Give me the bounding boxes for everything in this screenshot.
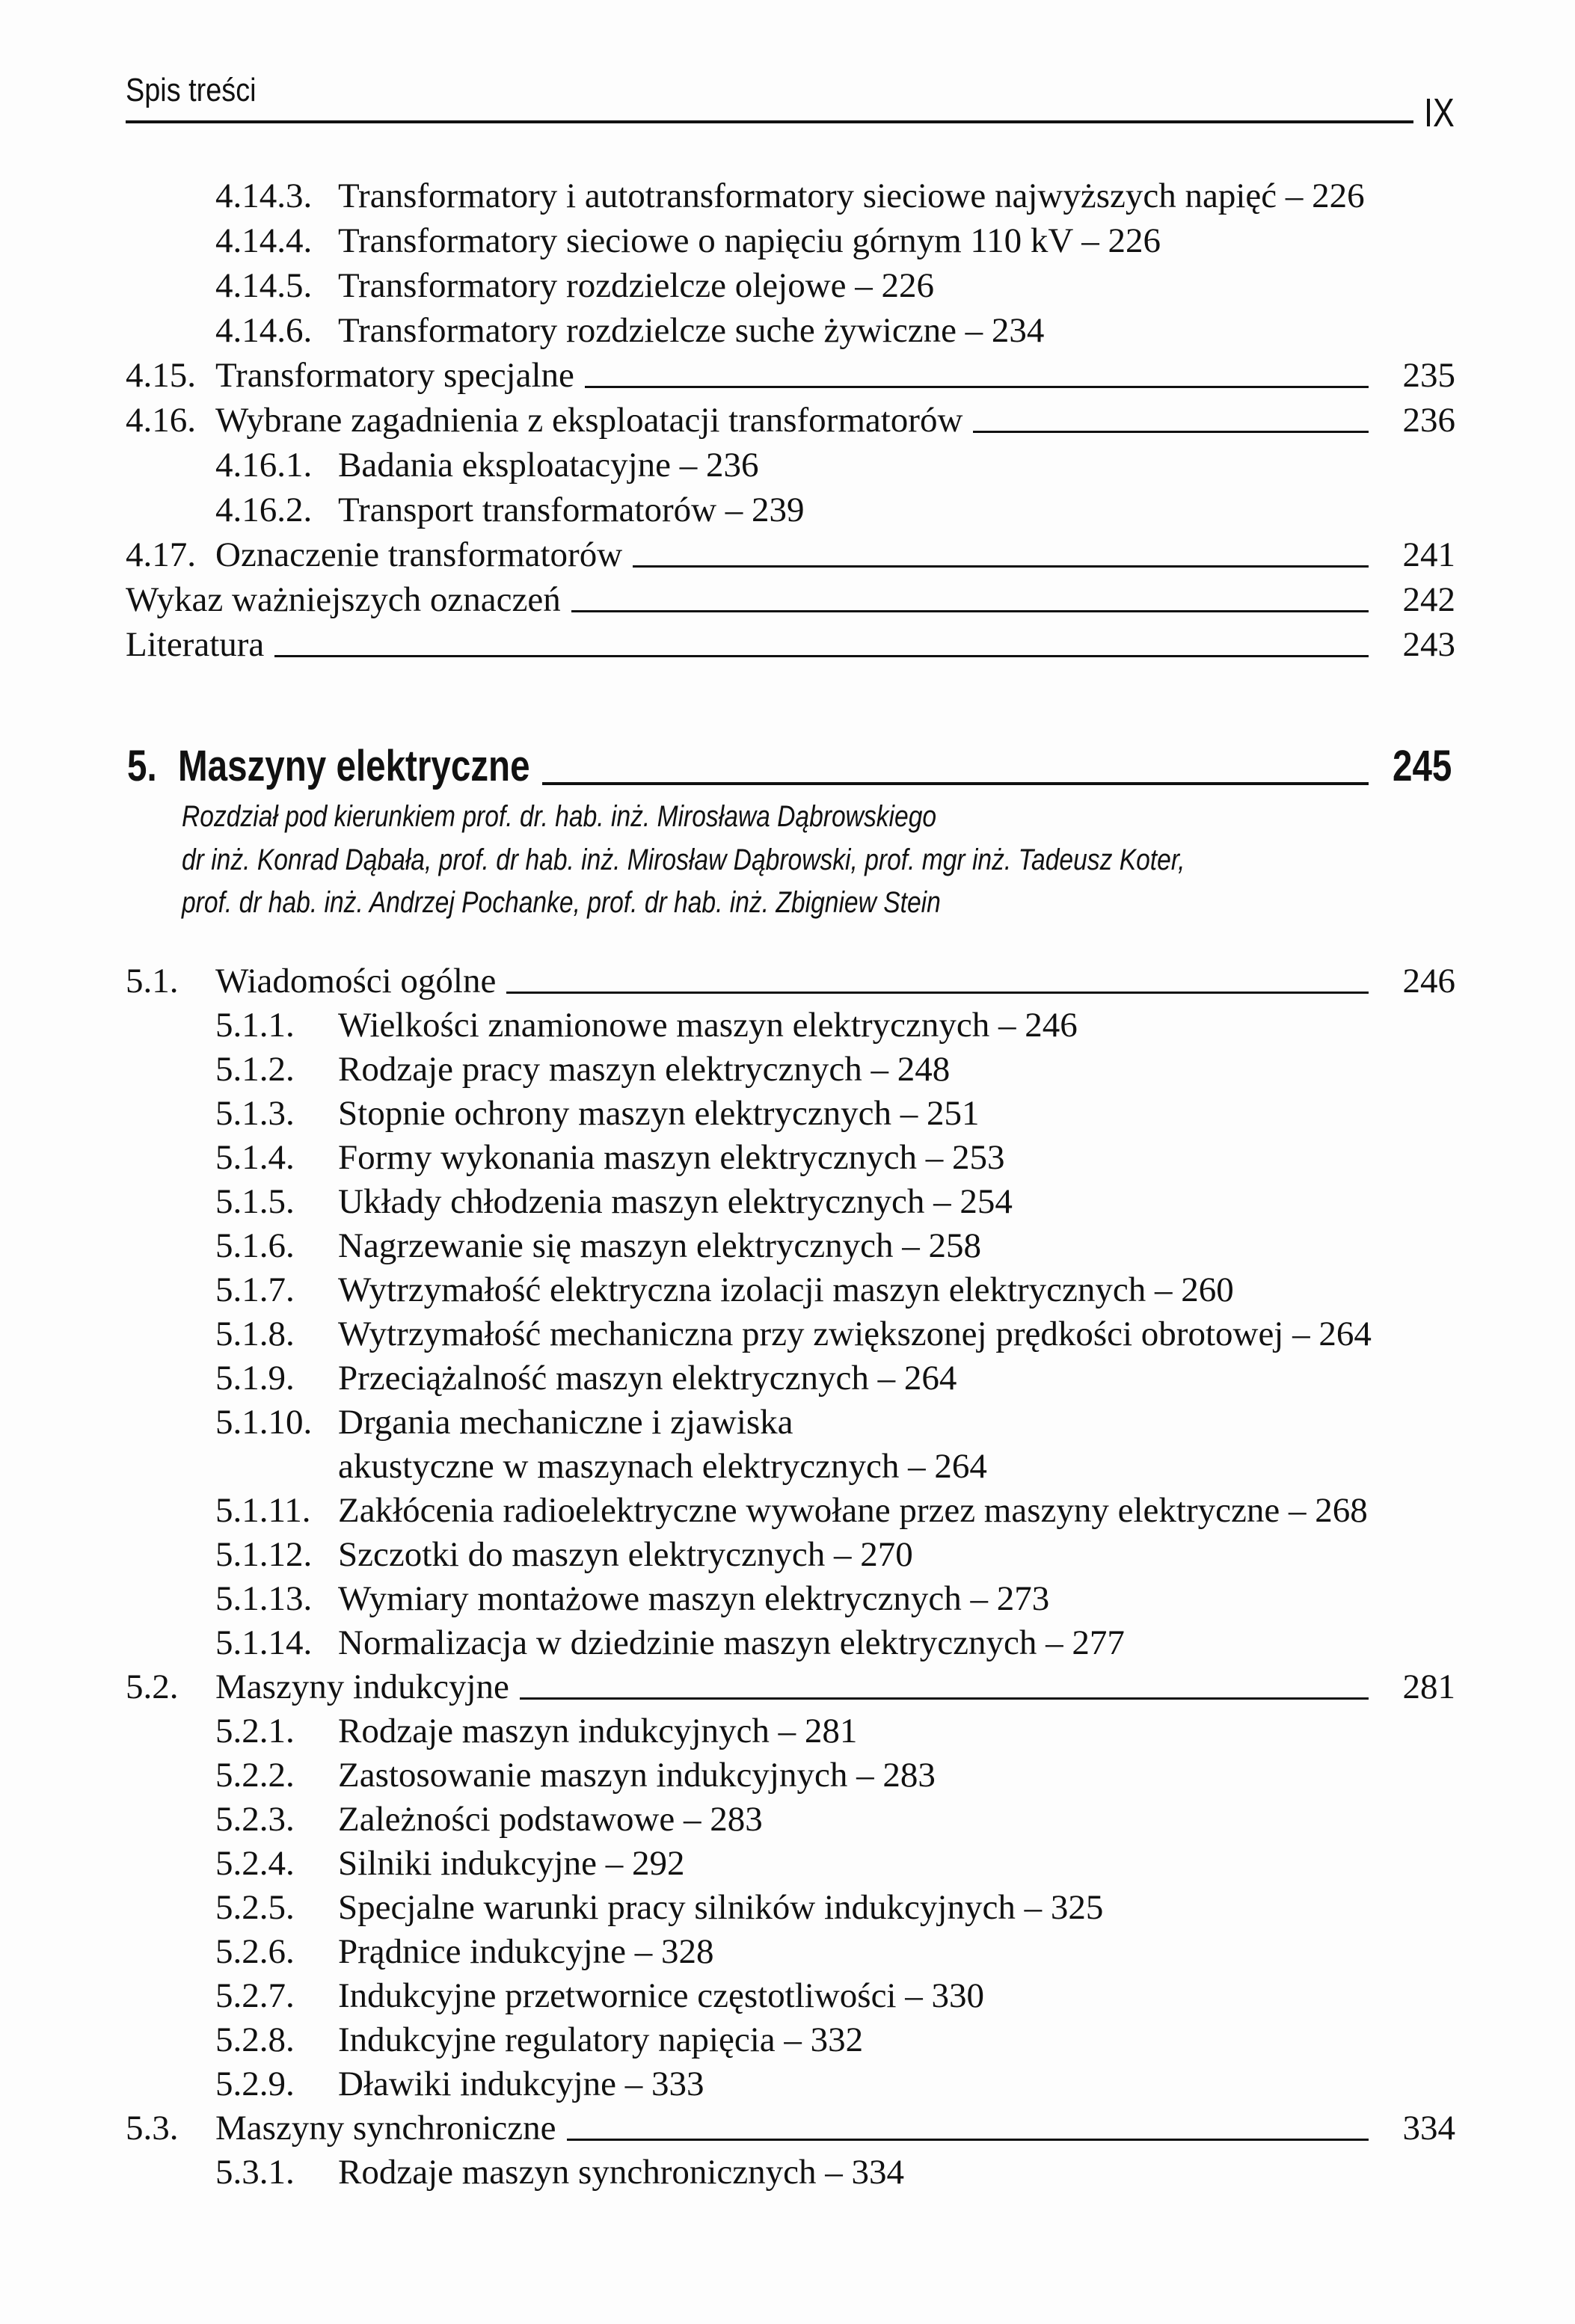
toc-entry-number: 5.3. [126,2109,179,2148]
toc-entry[interactable] [0,622,1575,667]
toc-entry-title: Wytrzymałość elektryczna izolacji maszyn elektrycznych – 260 [338,1270,1234,1309]
toc-entry[interactable] [0,959,1575,1003]
toc-entry-number: 4.14.6. [215,311,313,350]
toc-entry[interactable] [0,1841,1575,1886]
toc-entry-number: 5.1.5. [215,1182,295,1221]
toc-entry-number: 5.2.1. [215,1712,295,1750]
toc-entry[interactable] [0,1885,1575,1930]
toc-entry[interactable] [0,2017,1575,2062]
toc-entry-number: 5.1.1. [215,1006,295,1045]
chapter-heading[interactable] [0,740,1575,793]
toc-entry-page: 242 [1402,580,1455,619]
leader-line [571,610,1369,612]
toc-entry-number: 5.1.2. [215,1050,295,1089]
toc-entry-title: Normalizacja w dziedzinie maszyn elektrycznych – 277 [338,1623,1125,1662]
toc-entry-title: Specjalne warunki pracy silników indukcyjnych – 325 [338,1888,1104,1927]
toc-entry-number: 5.1.9. [215,1359,295,1398]
toc-entry-title: Rodzaje maszyn synchronicznych – 334 [338,2153,905,2192]
toc-entry-title: Wiadomości ogólne [215,962,497,1000]
leader-line [585,386,1369,388]
toc-entry[interactable] [0,1400,1575,1445]
toc-entry[interactable] [0,1620,1575,1665]
toc-entry-number: 5.2.6. [215,1932,295,1971]
toc-entry[interactable] [0,488,1575,532]
toc-entry-title: Transformatory rozdzielcze olejowe – 226 [338,266,935,305]
toc-entry-title: Transport transformatorów – 239 [338,491,805,529]
toc-entry[interactable] [0,2106,1575,2151]
toc-entry-title: Drgania mechaniczne i zjawiska [338,1403,793,1442]
leader-line [274,655,1369,657]
toc-entry-number: 5.2.4. [215,1844,295,1883]
toc-entry[interactable] [0,1973,1575,2018]
toc-entry[interactable] [0,1267,1575,1312]
toc-entry-number: 5.1. [126,962,179,1000]
toc-entry[interactable] [0,1488,1575,1533]
toc-entry-title: Maszyny indukcyjne [215,1667,509,1706]
leader-line [973,431,1369,433]
toc-entry-number: 4.14.5. [215,266,313,305]
toc-entry-number: 4.16.2. [215,491,313,529]
toc-entry-number: 5.2. [126,1667,179,1706]
toc-entry[interactable] [0,1753,1575,1798]
toc-entry-title: Maszyny synchroniczne [215,2109,556,2148]
toc-entry-title: Zastosowanie maszyn indukcyjnych – 283 [338,1756,936,1795]
chapter-authors-line: prof. dr hab. inż. Andrzej Pochanke, prof. dr hab. inż. Zbigniew Stein [182,886,941,919]
toc-entry-number: 4.15. [126,356,196,395]
toc-entry[interactable] [0,398,1575,443]
toc-entry[interactable] [0,577,1575,622]
toc-entry[interactable] [0,1532,1575,1577]
header-rule [126,120,1413,123]
toc-entry[interactable] [0,353,1575,398]
toc-entry[interactable] [0,1797,1575,1842]
toc-entry[interactable] [0,308,1575,353]
toc-entry[interactable] [0,443,1575,488]
toc-entry-title: Prądnice indukcyjne – 328 [338,1932,714,1971]
leader-line [506,992,1369,994]
toc-entry-number: 5.1.3. [215,1094,295,1133]
toc-entry-number: 5.1.7. [215,1270,295,1309]
toc-entry-title: Transformatory i autotransformatory sieciowe najwyższych napięć – 226 [338,176,1365,215]
toc-entry-number: 5.2.9. [215,2065,295,2103]
toc-entry-number: 5.2.8. [215,2020,295,2059]
toc-entry[interactable] [0,1664,1575,1709]
toc-entry-title: Nagrzewanie się maszyn elektrycznych – 258 [338,1226,981,1265]
toc-entry-number: 5.1.10. [215,1403,313,1442]
toc-entry-title: Stopnie ochrony maszyn elektrycznych – 251 [338,1094,980,1133]
toc-entry-title: Przeciążalność maszyn elektrycznych – 264 [338,1359,957,1398]
toc-entry[interactable] [0,1135,1575,1180]
toc-entry-number: 5.2.3. [215,1800,295,1839]
toc-entry[interactable] [0,1356,1575,1401]
toc-entry[interactable] [0,1047,1575,1092]
toc-entry-title: Oznaczenie transformatorów [215,535,623,574]
toc-entry-title: Transformatory sieciowe o napięciu górnym 110 kV – 226 [338,221,1161,260]
toc-entry-title: Wytrzymałość mechaniczna przy zwiększonej prędkości obrotowej – 264 [338,1315,1372,1353]
leader-line [567,2139,1369,2141]
toc-entry-title: Wielkości znamionowe maszyn elektrycznych – 246 [338,1006,1078,1045]
toc-entry-title: Transformatory specjalne [215,356,574,395]
chapter-page: 245 [1393,742,1452,790]
chapter-authors-line: Rozdział pod kierunkiem prof. dr. hab. inż. Mirosława Dąbrowskiego [182,800,937,833]
toc-entry[interactable] [0,1003,1575,1048]
toc-entry-number: 5.2.2. [215,1756,295,1795]
toc-entry-number: 5.1.6. [215,1226,295,1265]
leader-line [633,565,1369,568]
chapter-title: Maszyny elektryczne [178,742,530,790]
toc-entry-page: 243 [1402,625,1455,664]
toc-entry-title: Literatura [126,625,265,664]
toc-entry-title: Silniki indukcyjne – 292 [338,1844,685,1883]
toc-entry[interactable] [0,263,1575,308]
toc-entry-title: Rodzaje maszyn indukcyjnych – 281 [338,1712,858,1750]
toc-entry[interactable] [0,173,1575,218]
toc-entry-number: 5.1.14. [215,1623,313,1662]
page-number: IX [1424,90,1455,135]
toc-entry-page: 334 [1402,2109,1455,2148]
toc-entry-number: 5.1.11. [215,1491,311,1530]
toc-entry[interactable] [0,1709,1575,1753]
toc-entry-number: 5.3.1. [215,2153,295,2192]
toc-entry[interactable] [0,1576,1575,1621]
toc-entry[interactable] [0,532,1575,577]
running-header-title: Spis treści [126,72,257,108]
chapter-number: 5. [127,742,157,790]
toc-entry-number: 5.1.12. [215,1535,313,1574]
toc-entry-title: Badania eksploatacyjne – 236 [338,446,759,485]
toc-entry-title: Wymiary montażowe maszyn elektrycznych – 273 [338,1579,1050,1618]
toc-entry-page: 241 [1402,535,1455,574]
toc-entry-title: Szczotki do maszyn elektrycznych – 270 [338,1535,913,1574]
toc-entry-number: 5.1.8. [215,1315,295,1353]
toc-entry[interactable] [0,1091,1575,1136]
toc-entry-title: Układy chłodzenia maszyn elektrycznych – 254 [338,1182,1013,1221]
toc-entry-page: 236 [1402,401,1455,440]
toc-entry-number: 4.14.3. [215,176,313,215]
toc-entry-number: 4.17. [126,535,196,574]
toc-entry[interactable] [0,1444,1575,1489]
toc-entry-title: Zależności podstawowe – 283 [338,1800,763,1839]
toc-entry[interactable] [0,2150,1575,2195]
toc-entry-number: 5.2.7. [215,1976,295,2015]
toc-entry-number: 5.1.4. [215,1138,295,1177]
toc-entry-number: 4.16. [126,401,196,440]
chapter-authors-line: dr inż. Konrad Dąbała, prof. dr hab. inż. Mirosław Dąbrowski, prof. mgr inż. Tadeusz Koter, [182,843,1185,876]
toc-entry[interactable] [0,1929,1575,1974]
toc-entry-title: Zakłócenia radioelektryczne wywołane przez maszyny elektryczne – 268 [338,1491,1368,1530]
leader-line [520,1697,1369,1700]
toc-entry-number: 5.2.5. [215,1888,295,1927]
leader-line [542,782,1369,785]
toc-entry-title: akustyczne w maszynach elektrycznych – 264 [338,1447,987,1486]
toc-entry-title: Wybrane zagadnienia z eksploatacji transformatorów [215,401,963,440]
toc-entry-title: Indukcyjne przetwornice częstotliwości – 330 [338,1976,984,2015]
toc-entry-title: Wykaz ważniejszych oznaczeń [126,580,561,619]
toc-entry-title: Dławiki indukcyjne – 333 [338,2065,704,2103]
toc-entry[interactable] [0,1223,1575,1268]
toc-entry-title: Transformatory rozdzielcze suche żywiczne – 234 [338,311,1045,350]
toc-entry-page: 246 [1402,962,1455,1000]
toc-entry[interactable] [0,1179,1575,1224]
toc-entry-number: 4.16.1. [215,446,313,485]
toc-entry[interactable] [0,1312,1575,1356]
toc-entry-page: 235 [1402,356,1455,395]
toc-entry-title: Rodzaje pracy maszyn elektrycznych – 248 [338,1050,951,1089]
toc-entry-title: Indukcyjne regulatory napięcia – 332 [338,2020,864,2059]
toc-entry[interactable] [0,2062,1575,2106]
toc-entry-number: 4.14.4. [215,221,313,260]
toc-entry-number: 5.1.13. [215,1579,313,1618]
toc-entry[interactable] [0,218,1575,263]
toc-entry-title: Formy wykonania maszyn elektrycznych – 253 [338,1138,1005,1177]
toc-entry-page: 281 [1402,1667,1455,1706]
